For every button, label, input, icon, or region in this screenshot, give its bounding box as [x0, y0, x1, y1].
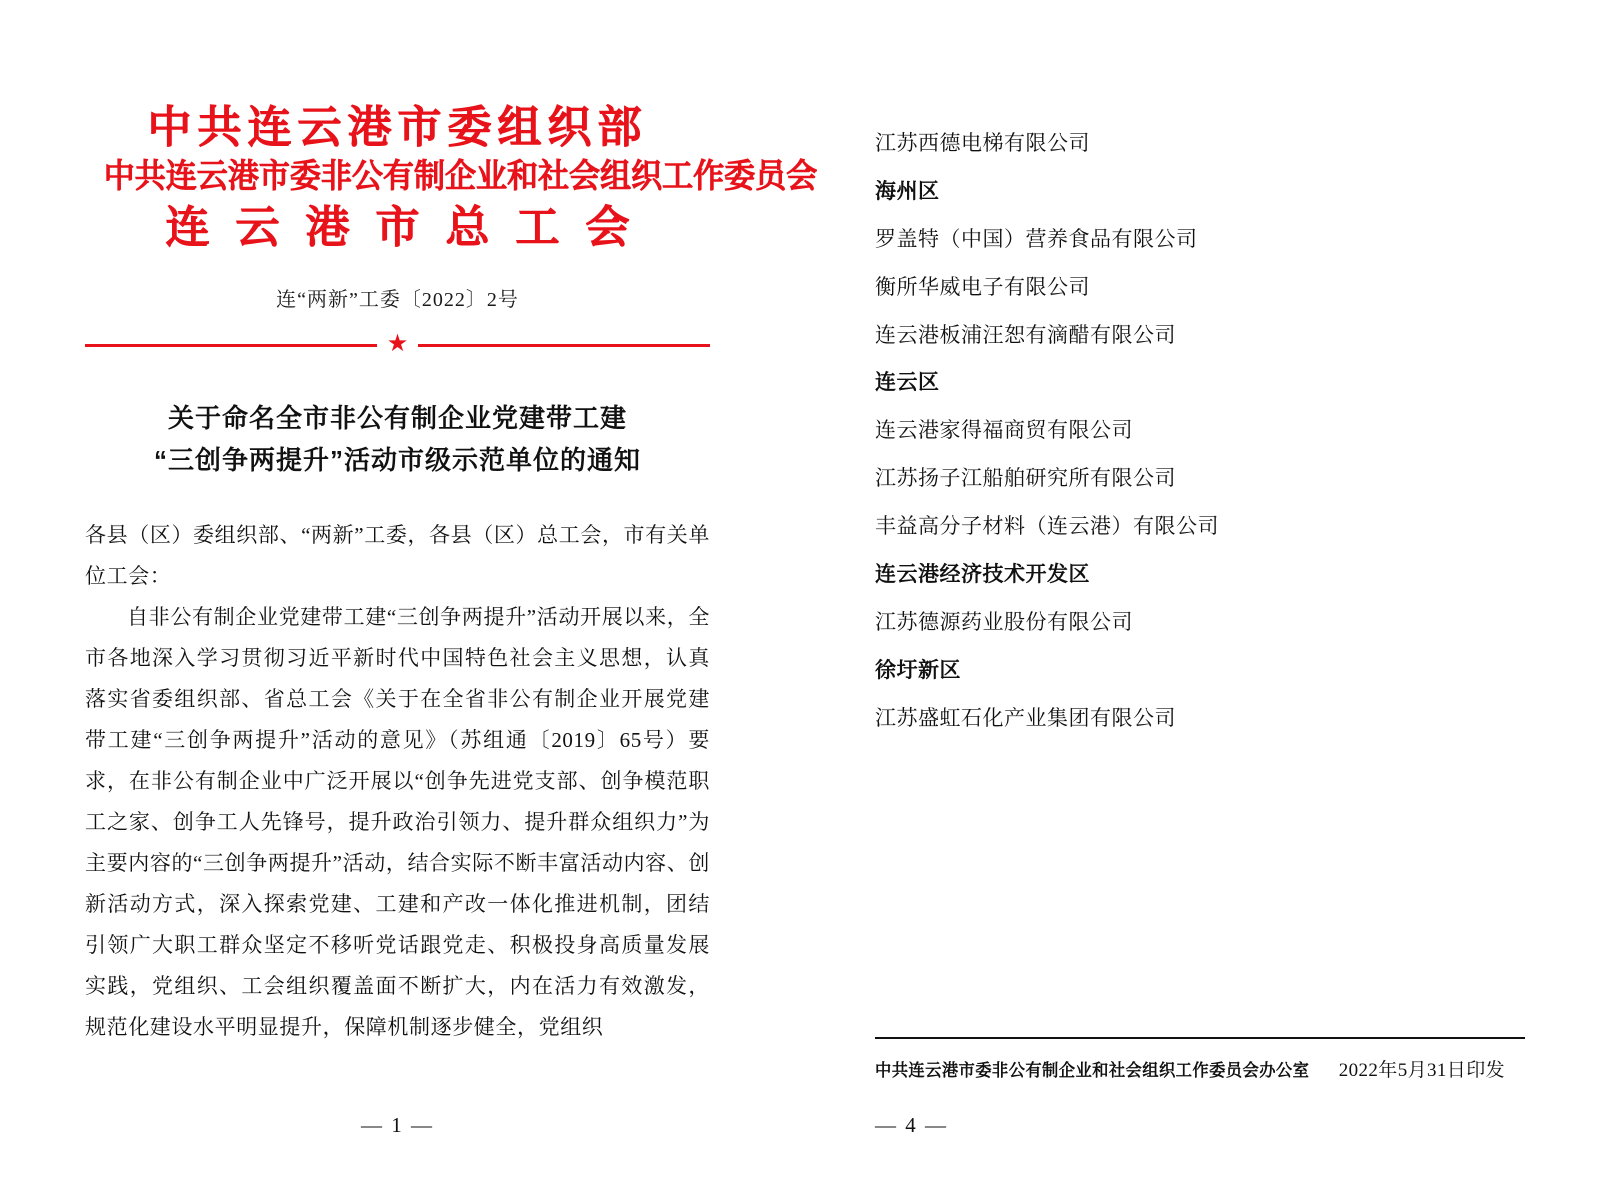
page-title-line-1: 关于命名全市非公有制企业党建带工建: [167, 403, 627, 434]
unit-list-item: 衡所华威电子有限公司: [875, 274, 1090, 299]
unit-list-item: 江苏盛虹石化产业集团有限公司: [875, 705, 1176, 730]
unit-group-heading: 连云区: [875, 371, 940, 395]
document-number: 连“两新”工委〔2022〕2号: [276, 289, 519, 312]
masthead: [85, 100, 818, 257]
masthead-line-1: 中共连云港市委组织部: [147, 103, 648, 152]
unit-list-item: 连云港板浦汪恕有滴醋有限公司: [875, 322, 1176, 347]
body-paragraph-1: 自非公有制企业党建带工建“三创争两提升”活动开展以来，全市各地深入学习贯彻习近平新时代中国特色社会主义思想，认真落实省委组织部、省总工会《关于在全省非公有制企业开展党建带工建“三创争两提升”活动的意见》（苏组通〔2019〕65号）要求，在非公有制企业中广泛开展以“创争先进党支部、创争模范职工之家、创争工人先锋号，提升政治引领力、提升群众组织力”为主要内容的“三创争两提升”活动，结合实际不断丰富活动内容、创新活动方式，深入探索党建、工建和产改一体化推进机制，团结引领广大职工群众坚定不移听党话跟党走、积极投身高质量发展实践，党组织、工会组织覆盖面不断扩大，内在活力有效激发，规范化建设水平明显提升，保障机制逐步健全，党组织: [85, 605, 710, 1039]
star-icon: ★: [386, 331, 409, 358]
page-right: [800, 0, 1600, 1200]
page-number-left: — 1 —: [361, 1113, 434, 1137]
page-title: [85, 398, 710, 481]
unit-list: [875, 120, 1510, 742]
unit-group-heading: 徐圩新区: [875, 658, 961, 682]
red-divider: [85, 331, 710, 358]
unit-list-item: 罗盖特（中国）营养食品有限公司: [875, 226, 1198, 251]
document-body: [85, 515, 710, 1047]
unit-group-heading: 海州区: [875, 179, 940, 203]
masthead-line-2: 中共连云港市委非公有制企业和社会组织工作委员会: [103, 157, 818, 194]
unit-list-item: 连云港家得福商贸有限公司: [875, 418, 1133, 443]
divider-line-left: [85, 344, 377, 347]
unit-list-item: 江苏西德电梯有限公司: [875, 131, 1090, 155]
page-title-line-2: “三创争两提升”活动市级示范单位的通知: [153, 444, 641, 475]
document-footer: [875, 1037, 1525, 1082]
unit-list-item: 江苏扬子江船舶研究所有限公司: [875, 466, 1176, 491]
unit-group-heading: 连云港经济技术开发区: [875, 562, 1090, 586]
footer-date: 2022年5月31日印发: [1338, 1060, 1505, 1081]
unit-list-item: 江苏德源药业股份有限公司: [875, 609, 1133, 634]
divider-line-right: [418, 344, 710, 347]
page-number-right: — 4 —: [875, 1113, 948, 1137]
footer-divider: [875, 1037, 1525, 1039]
body-salutation: 各县（区）委组织部、“两新”工委，各县（区）总工会，市有关单位工会：: [85, 523, 710, 589]
footer-issuer: 中共连云港市委非公有制企业和社会组织工作委员会办公室: [875, 1061, 1310, 1080]
masthead-line-3: 连云港市总工会: [165, 202, 656, 252]
unit-list-item: 丰益高分子材料（连云港）有限公司: [875, 514, 1219, 538]
